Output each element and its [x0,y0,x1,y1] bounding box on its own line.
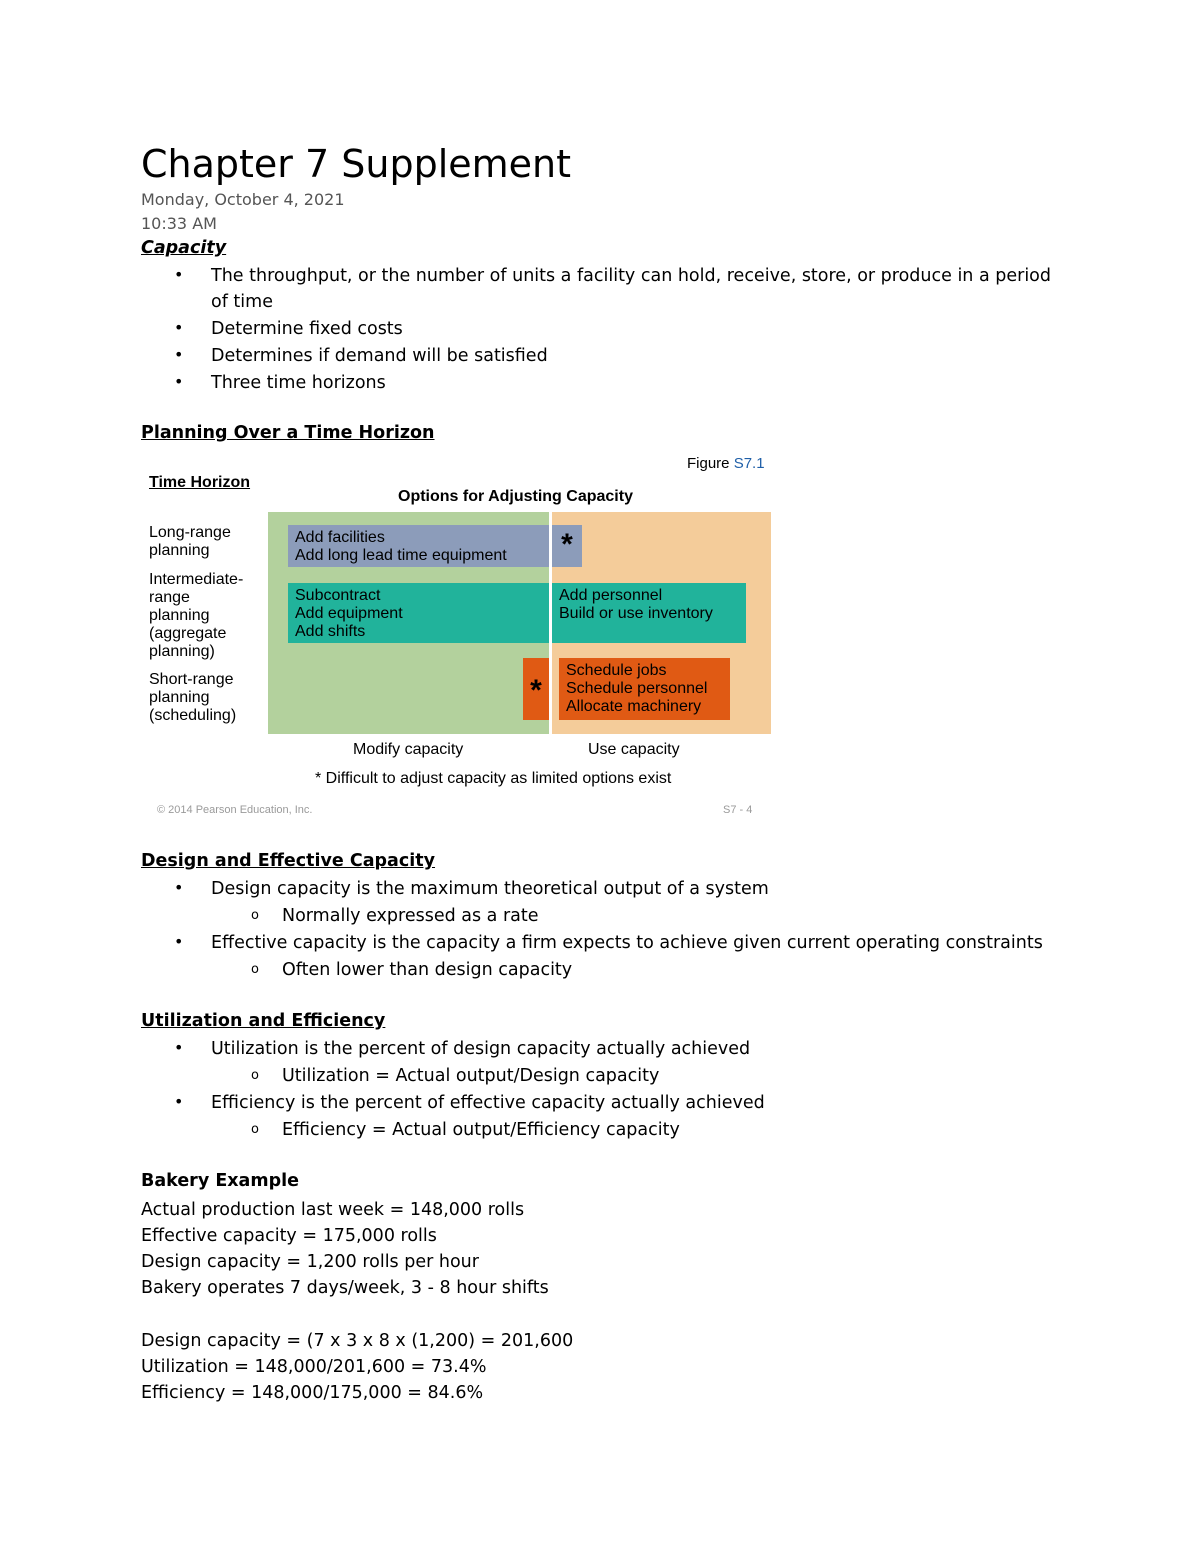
bullet-icon: • [174,1092,184,1111]
long-range-label: Long-range planning [149,524,231,559]
sub-bullet-icon: o [251,1122,259,1137]
bakery-line-1: Actual production last week = 148,000 rolls [141,1200,525,1220]
capacity-bullet-1-cont: of time [211,292,273,312]
design-sub-bullet-2: Often lower than design capacity [282,960,573,980]
difficult-asterisk-short: * [523,658,549,720]
utilization-sub-bullet-2: Efficiency = Actual output/Efficiency capacity [282,1120,680,1140]
page-title: Chapter 7 Supplement [141,142,572,186]
capacity-bullet-2: Determine fixed costs [211,319,403,339]
bakery-calc-efficiency: Efficiency = 148,000/175,000 = 84.6% [141,1383,484,1403]
bullet-icon: • [174,345,184,364]
planning-heading: Planning Over a Time Horizon [141,423,435,443]
modify-capacity-label: Modify capacity [353,741,464,758]
difficult-asterisk-long: * [552,525,582,567]
sub-bullet-icon: o [251,962,259,977]
intermediate-use-box: Add personnel Build or use inventory [552,583,746,643]
utilization-bullet-2: Efficiency is the percent of effective capacity actually achieved [211,1093,765,1113]
bakery-line-3: Design capacity = 1,200 rolls per hour [141,1252,479,1272]
long-range-modify-box: Add facilities Add long lead time equipment [288,525,549,567]
capacity-bullet-1: The throughput, or the number of units a facility can hold, receive, store, or produce in a period [211,266,1051,286]
bakery-calc-design: Design capacity = (7 x 3 x 8 x (1,200) = 201,600 [141,1331,574,1351]
time-horizon-label: Time Horizon [149,474,251,491]
bullet-icon: • [174,372,184,391]
figure-caption [687,455,765,472]
intermediate-modify-box: Subcontract Add equipment Add shifts [288,583,549,643]
bakery-line-4: Bakery operates 7 days/week, 3 - 8 hour shifts [141,1278,549,1298]
sub-bullet-icon: o [251,1068,259,1083]
figure-label: Figure [687,455,730,472]
figure-footnote: * Difficult to adjust capacity as limited options exist [315,770,672,787]
slide-number: S7 - 4 [723,804,753,816]
bakery-calc-utilization: Utilization = 148,000/201,600 = 73.4% [141,1357,487,1377]
copyright-notice: © 2014 Pearson Education, Inc. [157,804,313,816]
bakery-heading: Bakery Example [141,1171,299,1191]
capacity-bullet-3: Determines if demand will be satisfied [211,346,548,366]
short-range-use-box: Schedule jobs Schedule personnel Allocate machinery [559,658,730,720]
design-bullet-2: Effective capacity is the capacity a firm expects to achieve given current operating constraints [211,933,1043,953]
page-date: Monday, October 4, 2021 [141,190,345,209]
bakery-line-2: Effective capacity = 175,000 rolls [141,1226,437,1246]
utilization-sub-bullet-1: Utilization = Actual output/Design capacity [282,1066,660,1086]
bullet-icon: • [174,318,184,337]
capacity-heading: Capacity [141,238,227,258]
utilization-heading: Utilization and Efficiency [141,1011,386,1031]
page-time: 10:33 AM [141,214,217,233]
design-sub-bullet-1: Normally expressed as a rate [282,906,539,926]
options-title: Options for Adjusting Capacity [398,488,633,505]
figure-number: S7.1 [733,455,765,472]
bullet-icon: • [174,265,184,284]
bullet-icon: • [174,932,184,951]
bullet-icon: • [174,878,184,897]
intermediate-range-label: Intermediate- range planning (aggregate planning) [149,571,244,660]
sub-bullet-icon: o [251,908,259,923]
time-horizon-figure [141,450,781,830]
short-range-label: Short-range planning (scheduling) [149,671,237,724]
design-bullet-1: Design capacity is the maximum theoretical output of a system [211,879,769,899]
design-heading: Design and Effective Capacity [141,851,436,871]
bullet-icon: • [174,1038,184,1057]
use-capacity-label: Use capacity [588,741,680,758]
utilization-bullet-1: Utilization is the percent of design capacity actually achieved [211,1039,751,1059]
capacity-bullet-4: Three time horizons [211,373,386,393]
